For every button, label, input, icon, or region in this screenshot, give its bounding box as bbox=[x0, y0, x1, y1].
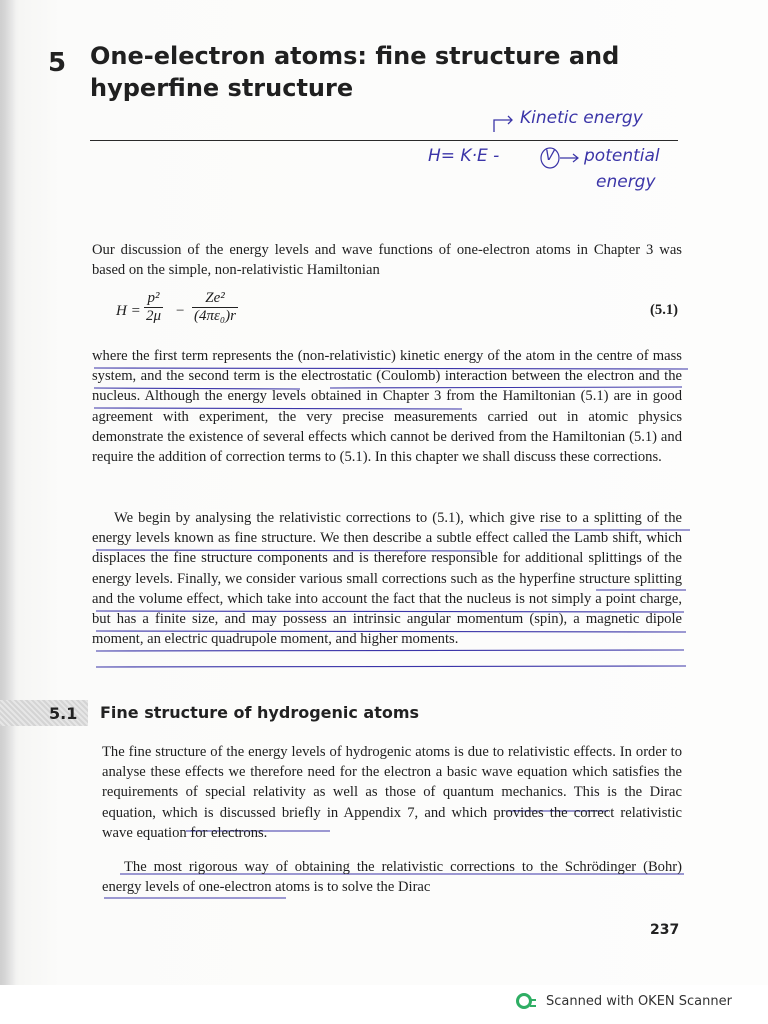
section-paragraph-2 bbox=[102, 857, 682, 897]
scanner-footer bbox=[516, 989, 732, 1013]
hw-circled-v: V bbox=[545, 148, 555, 164]
hw-formula: H= K·E - bbox=[428, 146, 500, 166]
section-text-2: The most rigorous way of obtaining the relativistic corrections to the Schrödinger (Bohr) energy levels of one-electron atoms is to solve the Dirac bbox=[102, 859, 682, 896]
chapter-title: One-electron atoms: fine structure and hyperfine structure bbox=[90, 42, 620, 102]
chapter-number: 5 bbox=[48, 48, 67, 78]
body-text-1: where the first term represents the (non-relativistic) kinetic energy of the atom in the centre of mass system, and the second term is the electrostatic (Coulomb) interaction between the electron and the nucleus. Although the energy levels obtained in Chapter 3 from the Hamiltonian (5.1) are in good agreement with experiment, the very precise measurements carried out in atomic physics demonstrate the existence of several effects which cannot be derived from the Hamiltonian (5.1) and require the addition of correction terms to (5.1). In this chapter we shall discuss these corrections. bbox=[92, 348, 682, 466]
kinetic-denominator: 2μ bbox=[146, 308, 162, 324]
hw-kinetic-energy: Kinetic energy bbox=[520, 108, 643, 128]
kinetic-numerator: p² bbox=[144, 290, 163, 308]
section-text-1: The fine structure of the energy levels of hydrogenic atoms is due to relativistic effects. In order to analyse these effects we therefore need for the electron a basic wave equation which satisfies the requirements of special relativity as well as those of quantum mechanics. This is the Dirac equation, which is discussed briefly in Appendix 7, and which provides the correct relativistic wave equation for electrons. bbox=[102, 744, 682, 841]
equation-minus: − bbox=[176, 303, 185, 319]
intro-text: Our discussion of the energy levels and wave functions of one-electron atoms in Chapter 3 was based on the simple, non-relativistic Hamiltonian bbox=[92, 242, 682, 279]
potential-numerator: Ze² bbox=[192, 290, 238, 308]
equation-lhs: H = bbox=[116, 303, 141, 319]
scanner-text: Scanned with OKEN Scanner bbox=[546, 993, 732, 1009]
equation-label: (5.1) bbox=[650, 302, 678, 318]
page-number: 237 bbox=[650, 922, 680, 938]
body-text-2: We begin by analysing the relativistic corrections to (5.1), which give rise to a splitting of the energy levels known as fine structure. We then describe a subtle effect called the Lamb shift, which displaces the fine structure components and is therefore responsible for additional splittings of the energy levels. Finally, we consider various small corrections such as the hyperfine structure splitting and the volume effect, which take into account the fact that the nucleus is not simply a point charge, but has a finite size, and may possess an intrinsic angular momentum (spin), a magnetic dipole moment, an electric quadrupole moment, and higher moments. bbox=[92, 510, 682, 648]
potential-denominator: (4πε₀)r bbox=[194, 308, 236, 324]
hw-energy: energy bbox=[596, 172, 656, 192]
hw-potential: potential bbox=[584, 146, 660, 166]
section-number: 5.1 bbox=[49, 704, 78, 723]
scanner-logo-icon bbox=[516, 993, 532, 1009]
section-title: Fine structure of hydrogenic atoms bbox=[100, 703, 420, 722]
section-paragraph-1 bbox=[102, 742, 682, 843]
